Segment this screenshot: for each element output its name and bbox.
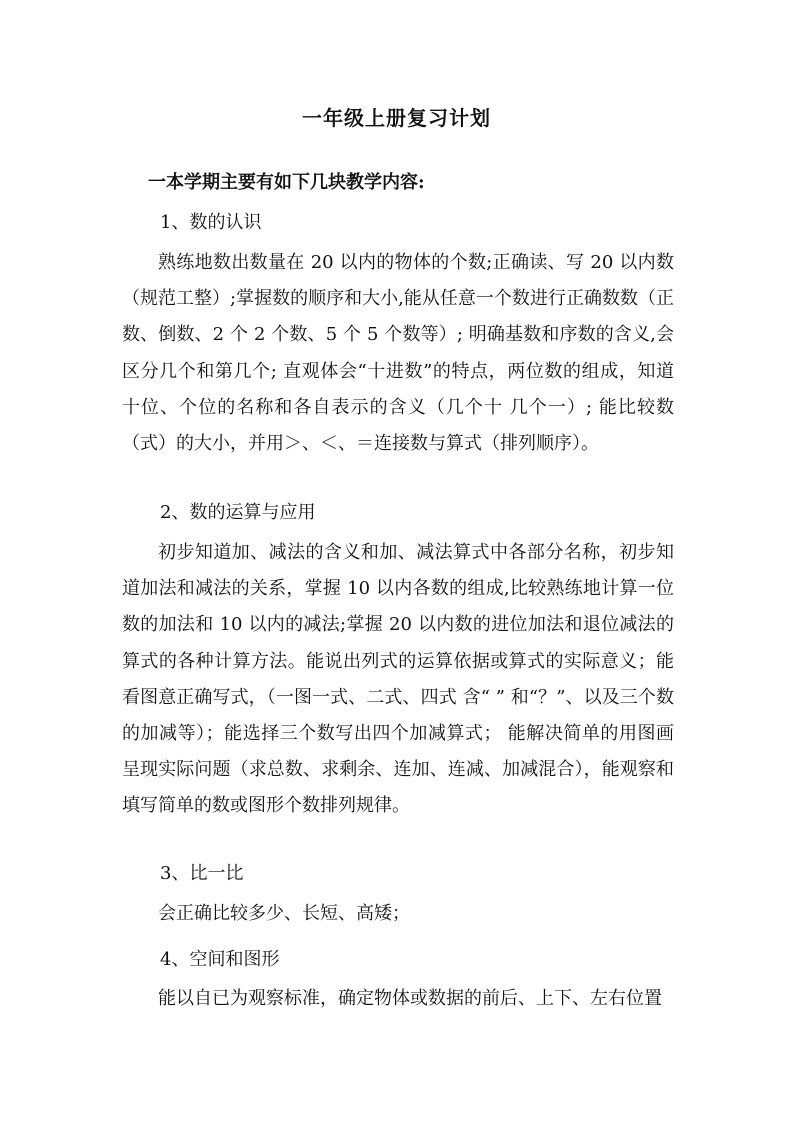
section-heading-3: 3、比一比 (160, 863, 244, 884)
section-body-1 (122, 245, 674, 462)
section-body-text: 熟练地数出数量在 20 以内的物体的个数;正确读、写 20 以内数（规范工整）;掌握数的顺序和大小,能从任意一个数进行正确数数（正数、倒数、2 个 2 个数、5 个 5 个数等）; 明确基数和序数的含义,会区分几个和第几个; 直观体会“十进数”的特点，两位数的组成，知道十位、个位的名称和各自表示的含义（几个十 几个一）; 能比较数（式）的大小，并用＞、＜、＝连接数与算式（排列顺序）。 (122, 252, 674, 455)
section-heading-1: 1、数的认识 (160, 212, 262, 233)
section-body-text: 会正确比较多少、长短、高矮； (158, 903, 410, 924)
section-body-3 (122, 896, 674, 932)
section-body-2 (122, 535, 674, 825)
section-body-4 (122, 981, 674, 1017)
section-body-text: 能以自已为观察标准，确定物体或数据的前后、上下、左右位置 (158, 988, 662, 1009)
section-heading-2: 2、数的运算与应用 (160, 502, 316, 523)
section-body-text: 初步知道加、减法的含义和加、减法算式中各部分名称，初步知道加法和减法的关系，掌握 10 以内各数的组成,比较熟练地计算一位数的加法和 10 以内的减法;掌握 20 以内数的进位加法和退位减法的算式的各种计算方法。能说出列式的运算依据或算式的实际意义；能看图意正确写式，（一图一式、二式、四式 含“ ” 和“？”、以及三个数的加减等）；能选择三个数写出四个加减算式； 能解决简单的用图画呈现实际问题（求总数、求剩余、连加、连减、加减混合），能观察和填写简单的数或图形个数排列规律。 (122, 542, 674, 817)
document-title: 一年级上册复习计划 (302, 106, 491, 130)
section-heading-4: 4、空间和图形 (160, 949, 280, 970)
intro-heading: 一本学期主要有如下几块教学内容: (148, 172, 425, 193)
